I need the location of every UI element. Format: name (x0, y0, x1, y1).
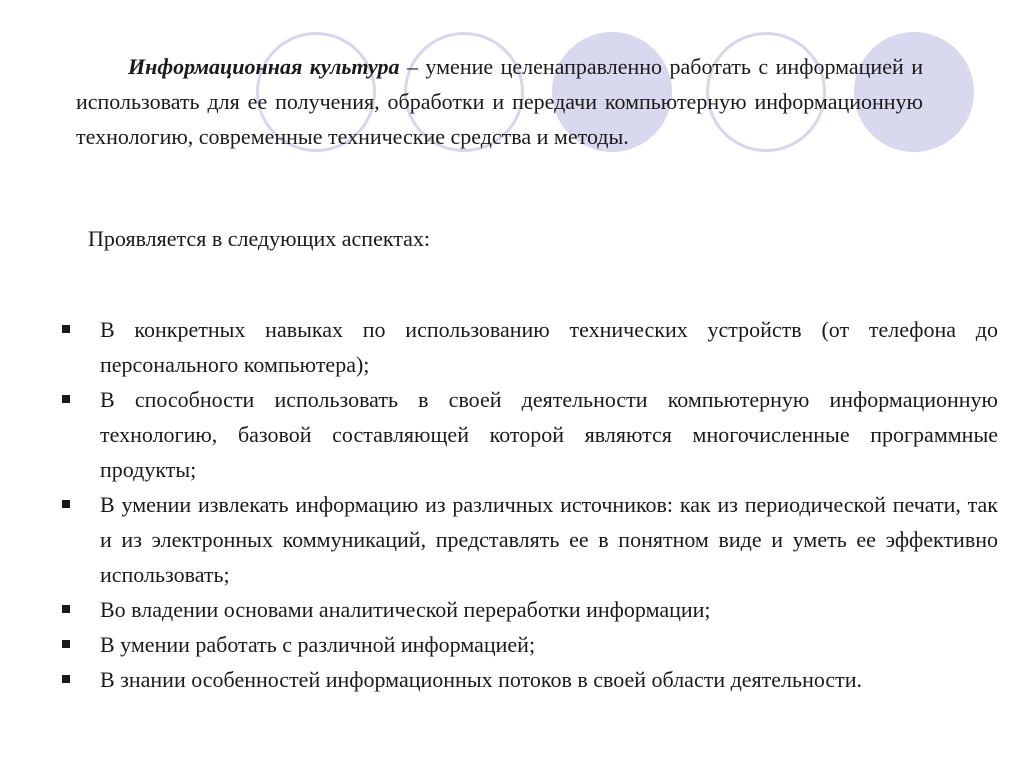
square-bullet-icon (62, 605, 70, 613)
list-item (58, 382, 998, 487)
square-bullet-icon (62, 640, 70, 648)
list-item-text: В умении работать с различной информацией; (100, 632, 536, 657)
aspects-list (58, 312, 998, 697)
list-item-text: В знании особенностей информационных потоков в своей области деятельности. (100, 667, 863, 692)
list-item-text: В способности использовать в своей деятельности компьютерную информационную технологию, базовой составляющей которой являются многочисленные программные продукты; (100, 387, 998, 482)
square-bullet-icon (62, 325, 70, 333)
square-bullet-icon (62, 500, 70, 508)
list-item-text: В умении извлекать информацию из различных источников: как из периодической печати, так и из электронных коммуникаций, представлять ее в понятном виде и уметь ее эффективно использовать; (100, 492, 998, 587)
aspects-heading: Проявляется в следующих аспектах: (88, 226, 430, 251)
definition-paragraph (76, 49, 923, 154)
list-item-text: В конкретных навыках по использованию технических устройств (от телефона до персонального компьютера); (100, 317, 998, 377)
list-item (58, 592, 998, 627)
list-item-text: Во владении основами аналитической переработки информации; (100, 597, 711, 622)
list-item (58, 487, 998, 592)
square-bullet-icon (62, 395, 70, 403)
list-item (58, 662, 998, 697)
list-item (58, 627, 998, 662)
square-bullet-icon (62, 675, 70, 683)
defined-term: Информационная культура (128, 54, 400, 79)
definition-text: – умение целенаправленно работать с информацией и использовать для ее получения, обработки и передачи компьютерную информационную технологию, современные технические средства и методы. (76, 54, 923, 149)
list-item (58, 312, 998, 382)
